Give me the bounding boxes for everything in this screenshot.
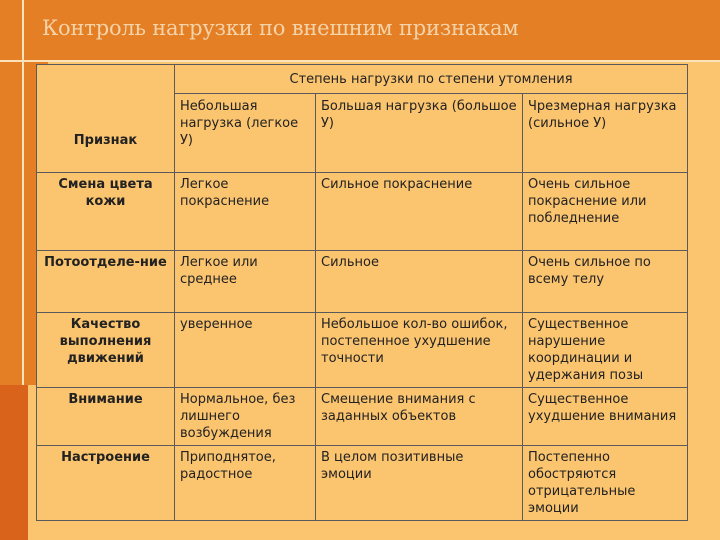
column-header-sign: Признак [37, 65, 175, 173]
table-row [37, 251, 688, 313]
decor-vertical-line [22, 0, 24, 385]
cell-extreme: Очень сильное покраснение или побледнение [523, 173, 688, 251]
cell-heavy: В целом позитивные эмоции [316, 446, 523, 521]
cell-heavy: Сильное [316, 251, 523, 313]
row-sign: Настроение [37, 446, 175, 521]
cell-light: Легкое или среднее [175, 251, 316, 313]
column-header-light: Небольшая нагрузка (легкое У) [175, 94, 316, 173]
column-header-heavy: Большая нагрузка (большое У) [316, 94, 523, 173]
row-sign: Смена цвета кожи [37, 173, 175, 251]
cell-heavy: Смещение внимания с заданных объектов [316, 388, 523, 446]
column-header-extreme: Чрезмерная нагрузка (сильное У) [523, 94, 688, 173]
table-row [37, 446, 688, 521]
decor-horizontal-line [0, 60, 720, 62]
table-group-header-row [37, 65, 688, 94]
group-header: Степень нагрузки по степени утомления [175, 65, 688, 94]
cell-extreme: Очень сильное по всему телу [523, 251, 688, 313]
cell-heavy: Сильное покраснение [316, 173, 523, 251]
cell-light: Приподнятое, радостное [175, 446, 316, 521]
cell-light: Легкое покраснение [175, 173, 316, 251]
load-control-table [36, 64, 688, 521]
cell-extreme: Существенное нарушение координации и удержания позы [523, 313, 688, 388]
cell-extreme: Постепенно обостряются отрицательные эмоции [523, 446, 688, 521]
cell-extreme: Существенное ухудшение внимания [523, 388, 688, 446]
row-sign: Качество выполнения движений [37, 313, 175, 388]
row-sign: Внимание [37, 388, 175, 446]
row-sign: Потоотделе-ние [37, 251, 175, 313]
cell-light: Нормальное, без лишнего возбуждения [175, 388, 316, 446]
slide-title: Контроль нагрузки по внешним признакам [42, 16, 519, 40]
table-row [37, 313, 688, 388]
cell-heavy: Небольшое кол-во ошибок, постепенное ухудшение точности [316, 313, 523, 388]
cell-light: уверенное [175, 313, 316, 388]
table-row [37, 388, 688, 446]
table-row [37, 173, 688, 251]
